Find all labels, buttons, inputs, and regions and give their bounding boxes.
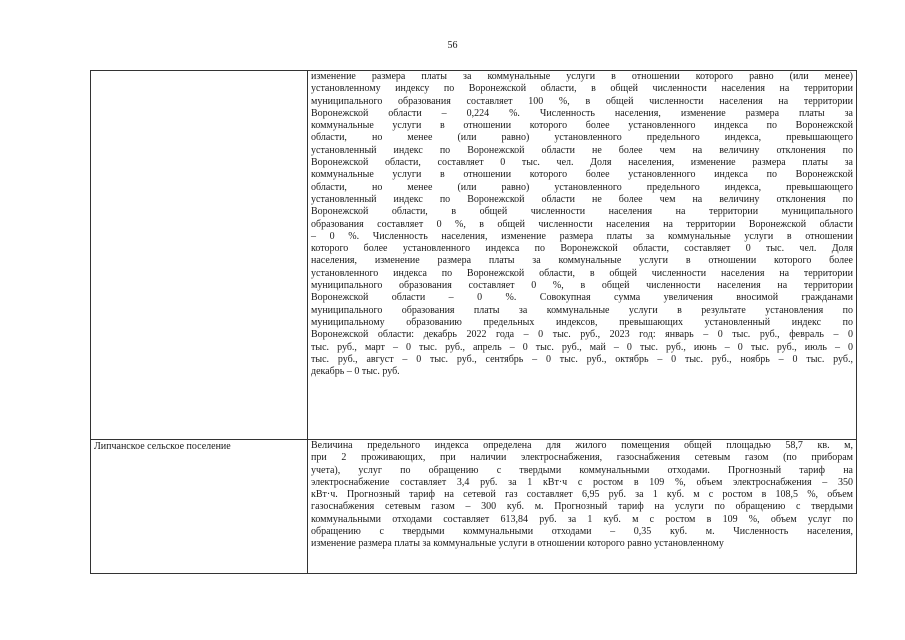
text-line: которого более установленного индекса по Воронежской области, составляет 0 тыс. чел. Доля <box>311 243 853 255</box>
text-line: установленный индекс по Воронежской области не более чем на величину отклонения по <box>311 144 853 156</box>
text-line: Воронежской области, составляет 0 тыс. чел. Доля населения, изменение размера платы за <box>311 157 853 169</box>
text-line: обращению с твердыми коммунальными отходами – 0,35 куб. м. Численность населения, <box>311 526 853 538</box>
text-line: муниципального образования платы за коммунальные услуги в результате установления по <box>311 304 853 316</box>
text-line: газоснабжения сетевым газом – 300 куб. м. Прогнозный тариф на услуги по обращению с твердыми <box>311 501 853 513</box>
text-line: муниципального образования составляет 100 %, в общей численности населения на территории <box>311 95 853 107</box>
text-line: области, но менее (или равно) установленного предельного индекса, превышающего <box>311 181 853 193</box>
page-number: 56 <box>447 40 458 51</box>
text-line: кВт·ч. Прогнозный тариф на сетевой газ составляет 6,95 руб. за 1 куб. м с ростом в 108,5 %, объем <box>311 489 853 501</box>
text-line: тыс. руб., март – 0 тыс. руб., апрель – 0 тыс. руб., май – 0 тыс. руб., июнь – 0 тыс. руб., июль – 0 <box>311 341 853 353</box>
text-line: Воронежской области – 0 %. Совокупная сумма увеличения вносимой гражданами <box>311 292 853 304</box>
text-line: коммунальные услуги в отношении которого более установленного индекса по Воронежской <box>311 120 853 132</box>
text-line: коммунальными отходами составляет 613,84 руб. за 1 куб. м с ростом в 109 %, объем услуг по <box>311 513 853 525</box>
text-line: Воронежской области, в общей численности населения на территории муниципального <box>311 206 853 218</box>
text-line: установленный индекс по Воронежской области не более чем на величину отклонения по <box>311 193 853 205</box>
text-line: муниципального образования составляет 0 %, в общей численности населения на территории <box>311 280 853 292</box>
text-line: установленного индекса по Воронежской области, в общей численности населения на территории <box>311 267 853 279</box>
text-line: изменение размера платы за коммунальные услуги в отношении которого равно (или менее) <box>311 71 853 82</box>
text-line: образования составляет 0 %, в общей численности населения на территории Воронежской области <box>311 218 853 230</box>
text-line: электроснабжение составляет 3,4 руб. за 1 кВт·ч с ростом в 109 %, объем электроснабжения – 350 <box>311 476 853 488</box>
table-row <box>91 440 856 573</box>
text-line: области, но менее (или равно) установленного предельного индекса, превышающего <box>311 132 853 144</box>
text-line: учета), услуг по обращению с твердыми коммунальными отходами. Прогнозный тариф на <box>311 464 853 476</box>
text-line: Воронежской области: декабрь 2022 года – 0 тыс. руб., 2023 год: январь – 0 тыс. руб., февраль – 0 <box>311 329 853 341</box>
document-table <box>90 70 857 574</box>
text-line: населения, изменение размера платы за коммунальные услуги в отношении которого более <box>311 255 853 267</box>
text-line: Величина предельного индекса определена для жилого помещения общей площадью 58,7 кв. м, <box>311 440 853 451</box>
text-line: тыс. руб., август – 0 тыс. руб., сентябрь – 0 тыс. руб., октябрь – 0 тыс. руб., ноябрь – 0 тыс. руб., <box>311 353 853 365</box>
text-line: декабрь – 0 тыс. руб. <box>311 366 400 378</box>
description-cell <box>308 440 856 573</box>
text-line: установленному индексу по Воронежской области, в общей численности населения на территории <box>311 83 853 95</box>
text-line: муниципальному образованию предельных индексов, превышающих установленный индекс по <box>311 316 853 328</box>
text-line: коммунальные услуги в отношении которого более установленного индекса по Воронежской <box>311 169 853 181</box>
table-row <box>91 71 856 440</box>
text-line: при 2 проживающих, при наличии электроснабжения, газоснабжения сетевым газом (по приборам <box>311 452 853 464</box>
settlement-name-cell <box>91 71 308 439</box>
settlement-name-cell: Липчанское сельское поселение <box>91 440 308 573</box>
text-line: изменение размера платы за коммунальные услуги в отношении которого равно установленному <box>311 538 724 550</box>
description-cell <box>308 71 856 439</box>
text-line: Воронежской области – 0,224 %. Численность населения, изменение размера платы за <box>311 107 853 119</box>
text-line: – 0 %. Численность населения, изменение размера платы за коммунальные услуги в отношении <box>311 230 853 242</box>
